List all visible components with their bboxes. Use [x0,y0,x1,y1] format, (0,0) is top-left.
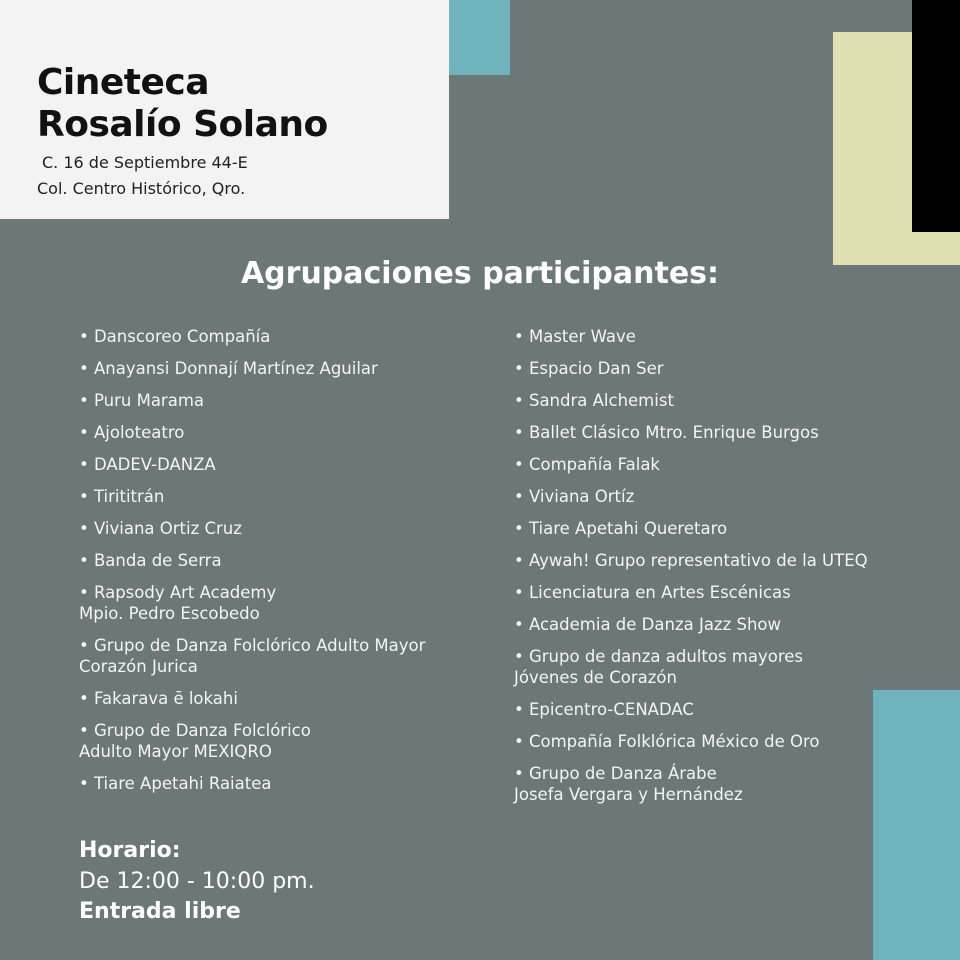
group-list-item: • Grupo de danza adultos mayores Jóvenes de Corazón [514,647,803,687]
group-list-item: • Tiare Apetahi Raiatea [79,774,272,793]
group-list-item: • Danscoreo Compañía [79,327,271,346]
groups-list-left [79,326,489,805]
group-list-item: • Compañía Falak [514,455,660,474]
group-list-item: • Ballet Clásico Mtro. Enrique Burgos [514,423,819,442]
group-list-item: • Academia de Danza Jazz Show [514,615,782,634]
group-list-item: • Licenciatura en Artes Escénicas [514,583,791,602]
address-line1: C. 16 de Septiembre 44-E [42,153,248,172]
group-list-item: • Rapsody Art Academy Mpio. Pedro Escobedo [79,583,277,623]
group-list-item: • DADEV-DANZA [79,455,216,474]
section-title: Agrupaciones participantes: [240,256,720,291]
decorative-teal-block-top [449,0,510,75]
group-list-item: • Espacio Dan Ser [514,359,664,378]
group-list-item: • Epicentro-CENADAC [514,700,694,719]
group-list-item: • Compañía Folklórica México de Oro [514,732,820,751]
venue-name-line1: Cineteca [37,62,210,103]
group-list-item: • Ajoloteatro [79,423,185,442]
schedule-time: De 12:00 - 10:00 pm. [79,869,315,894]
address-line2: Col. Centro Histórico, Qro. [37,179,246,198]
schedule-block [79,836,315,926]
groups-list-right [514,326,914,816]
group-list-item: • Anayansi Donnají Martínez Aguilar [79,359,378,378]
group-list-item: • Fakarava ē lokahi [79,689,238,708]
group-list-item: • Banda de Serra [79,551,222,570]
venue-address [37,150,248,202]
group-list-item: • Viviana Ortiz Cruz [79,519,242,538]
group-list-item: • Sandra Alchemist [514,391,674,410]
venue-name-line2: Rosalío Solano [37,104,328,145]
group-list-item: • Grupo de Danza Árabe Josefa Vergara y Hernández [514,764,743,804]
schedule-entry: Entrada libre [79,899,241,924]
group-list-item: • Viviana Ortíz [514,487,635,506]
group-list-item: • Tirititrán [79,487,165,506]
venue-card [0,0,449,219]
group-list-item: • Tiare Apetahi Queretaro [514,519,728,538]
group-list-item: • Grupo de Danza Folclórico Adulto Mayor MEXIQRO [79,721,311,761]
schedule-title: Horario: [79,838,181,863]
venue-name [37,62,328,146]
group-list-item: • Grupo de Danza Folclórico Adulto Mayor Corazón Jurica [79,636,426,676]
group-list-item: • Puru Marama [79,391,205,410]
group-list-item: • Aywah! Grupo representativo de la UTEQ [514,551,868,570]
group-list-item: • Master Wave [514,327,636,346]
decorative-black-block [912,0,960,232]
